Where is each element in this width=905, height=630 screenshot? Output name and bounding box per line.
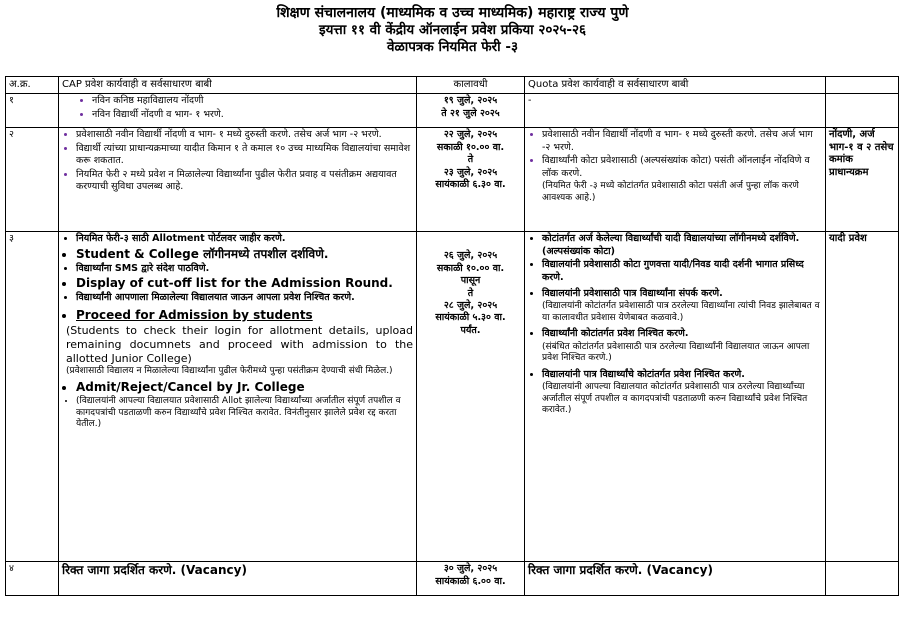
row-sr: २ — [6, 128, 59, 232]
row-extra — [826, 94, 899, 128]
row-extra: यादी प्रवेश — [826, 232, 899, 562]
row-period — [417, 128, 525, 232]
row-sr: १ — [6, 94, 59, 128]
period-line: सायंकाळी ५.३० वा. — [435, 312, 506, 324]
row-period — [417, 562, 525, 596]
list-item: • विद्यालयांनी पात्र विद्यार्थ्यांचे कोटांतर्गत प्रवेश निश्चित करणे. — [542, 369, 822, 381]
col-cap: CAP प्रवेश कार्यवाही व सर्वसाधारण बाबी — [59, 77, 417, 94]
quota-note: (संबंधित कोटांतर्गत प्रवेशासाठी पात्र ठरलेल्या विद्यार्थ्यांनी विद्यालयात जाऊन आपला प्रवेश निश्चित करणे.) — [542, 341, 810, 364]
period-line: २६ जुले, २०२५ — [443, 250, 498, 262]
table-row — [6, 94, 899, 128]
list-item: • नविन विद्यार्थी नोंदणी व भाग- १ भरणे. — [92, 109, 413, 121]
col-period: कालावधी — [417, 77, 525, 94]
row-quota: रिक्त जागा प्रदर्शित करणे. (Vacancy) — [525, 562, 826, 596]
proceed-text: (Students to check their login for allotment details, upload remaining documnets and proceed with admission to the allotted Junior College) — [66, 323, 413, 365]
list-item: • (विद्यालयांनी आपल्या विद्यालयात प्रवेशासाठी Allot झालेल्या विद्यार्थ्यांच्या अर्जातील संपूर्ण तपशील व कागदपत्रांची पडताळणी करुन विद्यार्थ्यांचे प्रवेश निश्चित करावेत. विनंतीनुसार झालेले प्रवेश रद्द करता येतील.) — [76, 396, 413, 431]
table-header-row — [6, 77, 899, 94]
list-item: • विद्यार्थ्यांना SMS द्वारे संदेश पाठविणे. — [76, 263, 413, 275]
header-line-3: वेळापत्रक नियमित फेरी -३ — [387, 39, 518, 55]
list-item: • Student & College लॉगीनमध्ये तपशील दर्शविणे. — [76, 247, 413, 262]
row-extra — [826, 562, 899, 596]
list-item: • Display of cut-off list for the Admission Round. — [76, 276, 413, 291]
period-line: ते — [467, 154, 474, 166]
list-item: • कोटांतर्गत अर्ज केलेल्या विद्यार्थ्यांची यादी विद्यालयांच्या लॉगीनमध्ये दर्शविणे. (अल्पसंख्यांक कोटा) — [542, 233, 822, 258]
period-line: २२ जुले, २०२५ — [443, 129, 498, 141]
list-item: • नियमित फेरी-३ साठी Allotment पोर्टलवर जाहीर करणे. — [76, 233, 413, 245]
list-item: • नविन कनिष्ठ महाविद्यालय नोंदणी — [92, 95, 413, 107]
row-cap: रिक्त जागा प्रदर्शित करणे. (Vacancy) — [59, 562, 417, 596]
list-item: • विद्यार्थ्यांनी आपणाला मिळालेल्या विद्यालयात जाऊन आपला प्रवेश निश्चित करणे. — [76, 292, 413, 304]
col-quota: Quota प्रवेश कार्यवाही व सर्वसाधारण बाबी — [525, 77, 826, 94]
list-item: • विद्यार्थ्यांनी कोटांतर्गत प्रवेश निश्चित करणे. — [542, 328, 822, 340]
period-line: सायंकाळी ६.३० वा. — [435, 179, 506, 191]
period-line: ते २१ जुले २०२५ — [441, 107, 500, 119]
list-item: • विद्यालयांनी प्रवेशासाठी पात्र विद्यार्थ्यांना संपर्क करणे. — [542, 288, 822, 300]
col-sr: अ.क्र. — [6, 77, 59, 94]
period-line: २३ जुले, २०२५ — [443, 166, 498, 178]
list-item: • Proceed for Admission by students — [76, 308, 413, 323]
quota-note: (विद्यालयांनी आपल्या विद्यालयात कोटांतर्गत प्रवेशासाठी पात्र ठरलेल्या विद्यार्थ्यांच्या अर्जातील संपूर्ण तपशील व कागदपत्रांची पडताळणी करुन विद्यार्थ्यांचे प्रवेश निश्चित करावेत.) — [542, 382, 808, 416]
row-cap — [59, 94, 417, 128]
row-quota — [525, 232, 826, 562]
period-line: ३० जुले, २०२५ — [443, 563, 498, 575]
row-sr: ४ — [6, 562, 59, 596]
period-line: पासून — [460, 275, 481, 287]
list-item: • नियमित फेरी २ मध्ये प्रवेश न मिळालेल्या विद्यार्थ्यांना पुढील फेरीत प्रवाह व पसंतीक्रम अद्ययावत करण्याची सुविधा उपलब्ध आहे. — [76, 169, 413, 194]
row-quota: - — [525, 94, 826, 128]
row-cap — [59, 232, 417, 562]
proceed-note: (प्रवेशासाठी विद्यालय न मिळालेल्या विद्यार्थ्यांना पुढील फेरीमध्ये पुन्हा पसंतीक्रम देण्याची संधी मिळेल.) — [66, 365, 393, 376]
table-row — [6, 232, 899, 562]
row-sr: ३ — [6, 232, 59, 562]
quota-note: (नियमित फेरी -३ मध्ये कोटांतर्गत प्रवेशासाठी कोटा पसंती अर्ज पुन्हा लॉक करणे आवश्यक आहे.) — [542, 181, 799, 203]
row-period — [417, 94, 525, 128]
row-quota — [525, 128, 826, 232]
col-extra — [826, 77, 899, 94]
row-period — [417, 232, 525, 562]
schedule-table — [5, 76, 899, 596]
period-line: सकाळी १०.०० वा. — [436, 262, 505, 274]
header-line-2: इयत्ता ११ वी केंद्रीय ऑनलाईन प्रवेश प्रकिया २०२५-२६ — [318, 22, 587, 38]
table-row — [6, 128, 899, 232]
period-line: ते — [467, 287, 474, 299]
list-item: • विद्यार्थी त्यांच्या प्राधान्यक्रमाच्या यादीत किमान १ ते कमाल १० उच्च माध्यमिक विद्यालयांचा समावेश करू शकतात. — [76, 143, 413, 168]
document-header — [0, 4, 905, 56]
period-line: सायंकाळी ६.०० वा. — [435, 575, 506, 587]
period-line: पर्यंत. — [460, 324, 481, 336]
quota-note: (विद्यालयांनी कोटांतर्गत प्रवेशासाठी पात्र ठरलेल्या विद्यार्थ्यांना त्यांची निवड झालेबाबत व या कालावधीत प्रवेशास येणेबाबत कळवावे.) — [542, 301, 820, 323]
list-item: • प्रवेशासाठी नवीन विद्यार्थी नोंदणी व भाग- १ मध्ये दुरुस्ती करणे. तसेच अर्ज भाग -२ भरणे. — [76, 129, 413, 141]
list-item: • Admit/Reject/Cancel by Jr. College — [76, 380, 413, 395]
row-extra: नोंदणी, अर्ज भाग-१ व २ तसेच कमांक प्राधान्यक्रम — [826, 128, 899, 232]
list-item: • विद्यार्थ्यांनी कोटा प्रवेशासाठी (अल्पसंख्यांक कोटा) पसंती ऑनलाईन नोंदविणे व लॉक करणे. — [542, 155, 822, 180]
row-cap — [59, 128, 417, 232]
list-item: • विद्यालयांनी प्रवेशासाठी कोटा गुणवत्ता यादी/निवड यादी दर्शनी भागात प्रसिध्द करणे. — [542, 259, 822, 284]
period-line: १९ जुले, २०२५ — [443, 95, 498, 107]
period-line: सकाळी १०.०० वा. — [436, 141, 505, 153]
period-line: २८ जुले, २०२५ — [443, 300, 498, 312]
header-line-1: शिक्षण संचालनालय (माध्यमिक व उच्च माध्यमिक) महाराष्ट्र राज्य पुणे — [276, 5, 629, 21]
list-item: • प्रवेशासाठी नवीन विद्यार्थी नोंदणी व भाग- १ मध्ये दुरुस्ती करणे. तसेच अर्ज भाग -२ भरणे. — [542, 129, 822, 154]
table-row — [6, 562, 899, 596]
